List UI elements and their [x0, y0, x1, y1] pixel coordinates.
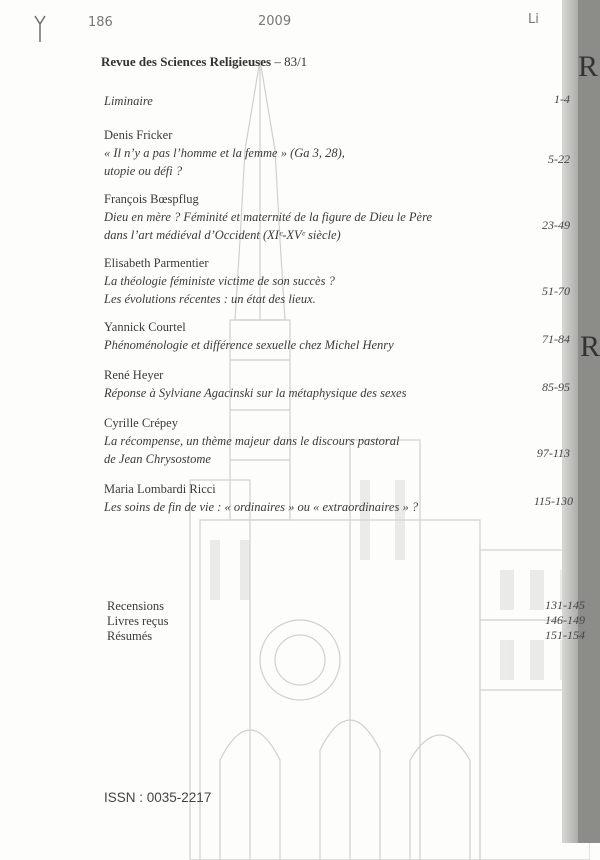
misc-livres-recus: Livres reçus — [107, 614, 169, 628]
journal-issue: – 83/1 — [274, 54, 308, 69]
entry-title: « Il n’y a pas l’homme et la femme » (Ga 3, 28), — [104, 146, 345, 160]
entry-title-line2: Les évolutions récentes : un état des lieux. — [104, 292, 316, 306]
side-letter-mid: R — [580, 330, 600, 363]
entry-title-line2: utopie ou défi ? — [104, 164, 183, 178]
entry-title: La récompense, un thème majeur dans le discours pastoral — [104, 434, 400, 448]
toc-entry-fricker — [104, 126, 345, 180]
handwritten-right: Li — [528, 12, 539, 27]
toc-entry-heyer — [104, 366, 406, 402]
pin-mark-icon — [33, 14, 47, 44]
page-edge — [578, 0, 600, 843]
toc-entry-courtel — [104, 318, 394, 354]
misc-pages: 131-145 — [545, 598, 585, 612]
entry-title: La théologie féministe victime de son succès ? — [104, 274, 335, 288]
entry-title-line2: dans l’art médiéval d’Occident (XIᵉ-XVᵉ siècle) — [104, 228, 341, 242]
entry-author: René Heyer — [104, 368, 164, 382]
misc-resumes: Résumés — [107, 629, 153, 643]
toc-entry-crepey — [104, 414, 399, 468]
handwritten-left: 186 — [88, 15, 113, 30]
entry-pages: 85-95 — [542, 380, 570, 394]
journal-title: Revue des Sciences Religieuses — [101, 54, 272, 69]
misc-recensions: Recensions — [107, 599, 164, 613]
misc-pages: 151-154 — [545, 628, 585, 642]
entry-author: Yannick Courtel — [104, 320, 186, 334]
entry-title: Réponse à Sylviane Agacinski sur la métaphysique des sexes — [104, 386, 407, 400]
entry-pages: 97-113 — [536, 446, 570, 460]
entry-author: Cyrille Crépey — [104, 416, 178, 430]
entry-pages: 51-70 — [542, 284, 570, 298]
entry-title: Les soins de fin de vie : « ordinaires » ou « extraordinaires » ? — [104, 500, 419, 514]
entry-title: Liminaire — [104, 94, 153, 108]
entry-pages: 1-4 — [554, 92, 570, 106]
entry-author: François Bœspflug — [104, 192, 199, 206]
side-letter-top: R — [578, 50, 599, 83]
toc-entry-liminaire — [104, 92, 153, 110]
entry-title: Phénoménologie et différence sexuelle chez Michel Henry — [104, 338, 394, 352]
entry-pages: 115-130 — [533, 494, 573, 508]
entry-title: Dieu en mère ? Féminité et maternité de la figure de Dieu le Père — [104, 210, 433, 224]
issn-number: ISSN : 0035-2217 — [104, 790, 212, 805]
entry-author: Maria Lombardi Ricci — [104, 482, 216, 496]
entry-pages: 23-49 — [542, 218, 570, 232]
entry-title-line2: de Jean Chrysostome — [104, 452, 211, 466]
toc-entry-parmentier — [104, 254, 335, 308]
misc-pages: 146-149 — [545, 613, 585, 627]
toc-entry-boespflug — [104, 190, 432, 244]
entry-pages: 5-22 — [548, 152, 570, 166]
handwritten-center: 2009 — [258, 14, 292, 29]
entry-pages: 71-84 — [542, 332, 570, 346]
journal-header — [101, 54, 307, 70]
toc-entry-lombardi-ricci — [104, 480, 418, 516]
entry-author: Denis Fricker — [104, 128, 173, 142]
entry-author: Elisabeth Parmentier — [104, 256, 209, 270]
